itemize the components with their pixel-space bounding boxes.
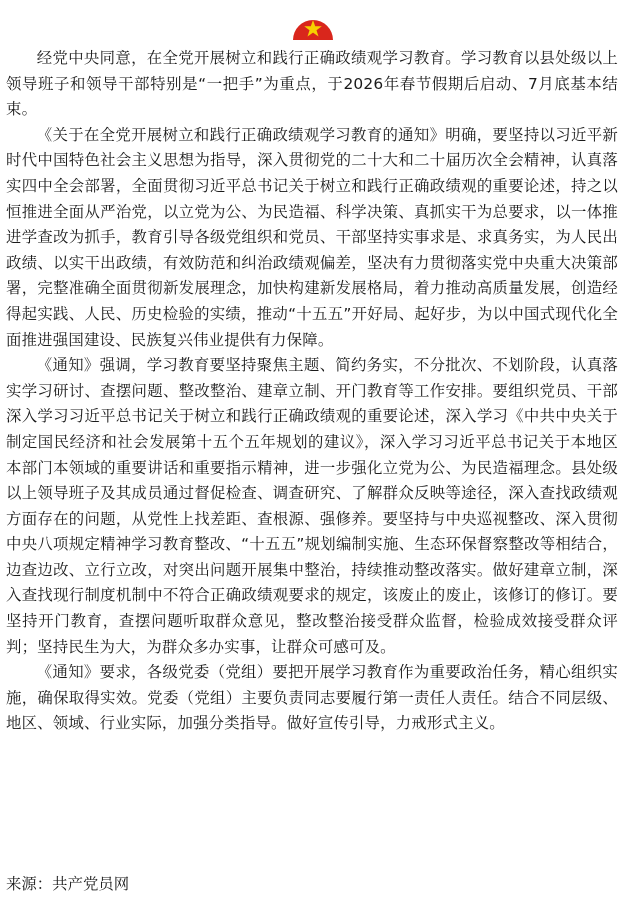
party-emblem-icon (293, 10, 333, 40)
article-paragraph: 《通知》要求，各级党委（党组）要把开展学习教育作为重要政治任务，精心组织实施，确保取得实效。党委（党组）主要负责同志要履行第一责任人责任。结合不同层级、地区、领域、行业实际，加强分类指导。做好宣传引导，力戒形式主义。 (6, 663, 618, 733)
article-paragraph: 《通知》强调，学习教育要坚持聚焦主题、简约务实，不分批次、不划阶段，认真落实学习研讨、查摆问题、整改整治、建章立制、开门教育等工作安排。要组织党员、干部深入学习习近平总书记关于树立和践行正确政绩观的重要论述，深入学习《中共中央关于制定国民经济和社会发展第十五个五年规划的建议》，深入学习习近平总书记关于本地区本部门本领域的重要讲话和重要指示精神，进一步强化立党为公、为民造福理念。县处级以上领导班子及其成员通过督促检查、调查研究、了解群众反映等途径，深入查找政绩观方面存在的问题，从党性上找差距、查根源、强修养。要坚持与中央巡视整改、深入贯彻中央八项规定精神学习教育整改、“十五五”规划编制实施、生态环保督察整改等相结合，边查边改、立行立改，对突出问题开展集中整治，持续推动整改落实。做好建章立制，深入查找现行制度机制中不符合正确政绩观要求的规定，该废止的废止，该修订的修订。要坚持开门教育，查摆问题听取群众意见，整改整治接受群众监督，检验成效接受群众评判；坚持民生为大，为群众多办实事，让群众可感可及。 (6, 356, 618, 656)
article-paragraph: 经党中央同意，在全党开展树立和践行正确政绩观学习教育。学习教育以县处级以上领导班子和领导干部特别是“一把手”为重点，于2026年春节假期后启动、7月底基本结束。 (6, 49, 618, 119)
source-credit: 来源：共产党员网 (6, 875, 130, 893)
article-paragraph: 《关于在全党开展树立和践行正确政绩观学习教育的通知》明确，要坚持以习近平新时代中国特色社会主义思想为指导，深入贯彻党的二十大和二十届历次全会精神，认真落实四中全会部署，全面贯彻习近平总书记关于树立和践行正确政绩观的重要论述，持之以恒推进全面从严治党，以立党为公、为民造福、科学决策、真抓实干为总要求，以一体推进学查改为抓手，教育引导各级党组织和党员、干部坚持实事求是、求真务实，为人民出政绩、以实干出政绩，有效防范和纠治政绩观偏差，坚决有力贯彻落实党中央重大决策部署，完整准确全面贯彻新发展理念，加快构建新发展格局，着力推动高质量发展，创造经得起实践、人民、历史检验的实绩，推动“十五五”开好局、起好步，为以中国式现代化全面推进强国建设、民族复兴伟业提供有力保障。 (6, 125, 618, 349)
article-body (6, 46, 618, 737)
emblem-header (0, 10, 626, 40)
